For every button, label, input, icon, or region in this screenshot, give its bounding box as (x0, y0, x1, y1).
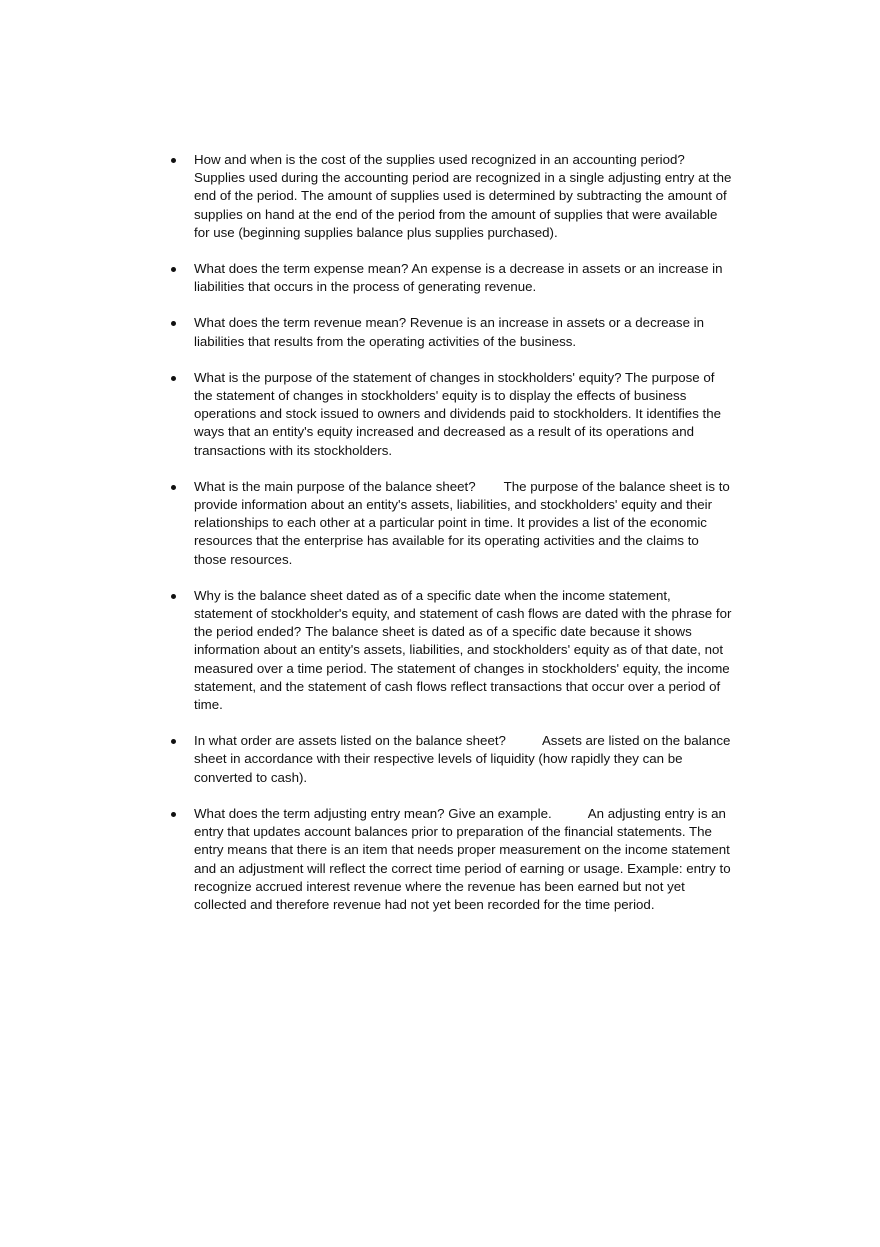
answer-text: An adjusting entry is an entry that updates account balances prior to preparation of the financial statements. The entry means that there is an item that needs proper measurement on the income statement and an adjustment will reflect the correct time period of earning or usage. Example: entry to recognize accrued interest revenue where the revenue has been earned but not yet collected and therefore revenue had not yet been recorded for the time period. (194, 805, 731, 912)
bullet-icon (171, 812, 176, 817)
answer-text: The purpose of the statement of changes in stockholders' equity is to display the effects of business operations and stock issued to owners and dividends paid to stockholders. It identifies the ways that an entity's equity increased and decreased as a result of its operations and transactions with its stockholders. (194, 369, 722, 458)
list-item (166, 369, 732, 460)
bullet-icon (171, 267, 176, 272)
question-text: In what order are assets listed on the balance sheet? (194, 733, 506, 749)
bullet-icon (171, 594, 176, 599)
answer-text: Supplies used during the accounting period are recognized in a single adjusting entry at the end of the period. The amount of supplies used is determined by subtracting the amount of supplies on hand at the end of the period from the amount of supplies that were available for use (beginning supplies balance plus supplies purchased). (194, 170, 732, 240)
question-text: How and when is the cost of the supplies used recognized in an accounting period? (194, 152, 685, 167)
list-item (166, 314, 732, 350)
bullet-icon (171, 376, 176, 381)
bullet-icon (171, 321, 176, 326)
answer-text: Revenue is an increase in assets or a decrease in liabilities that results from the operating activities of the business. (194, 315, 705, 349)
list-item (166, 587, 732, 714)
list-item (166, 151, 732, 242)
question-answer-list (166, 151, 732, 932)
list-item (166, 260, 732, 296)
question-text: Why is the balance sheet dated as of a specific date when the income statement, statement of stockholder's equity, and statement of cash flows are dated with the phrase for the period ended? (194, 587, 732, 640)
bullet-icon (171, 739, 176, 744)
answer-text: The purpose of the balance sheet is to provide information about an entity's assets, liabilities, and stockholders' equity and their relationships to each other at a particular point in time. It provides a list of the economic resources that the enterprise has available for its operating activities and the claims to those resources. (194, 478, 730, 567)
answer-text: Assets are listed on the balance sheet in accordance with their respective levels of liquidity (how rapidly they can be converted to cash). (194, 733, 731, 785)
list-item (166, 478, 732, 569)
list-item (166, 805, 732, 914)
question-text: What does the term expense mean? (194, 261, 409, 277)
question-text: What does the term revenue mean? (194, 315, 407, 331)
list-item (166, 732, 732, 787)
answer-text: An expense is a decrease in assets or an increase in liabilities that occurs in the process of generating revenue. (194, 261, 723, 295)
bullet-icon (171, 158, 176, 163)
question-text: What does the term adjusting entry mean? Give an example. (194, 805, 552, 821)
answer-text: The balance sheet is dated as of a specific date because it shows information about an entity's assets, liabilities, and stockholders' equity as of that date, not measured over a time period. The statement of changes in stockholders' equity, the income statement, and the statement of cash flows reflect transactions that occur over a period of time. (194, 624, 730, 713)
bullet-icon (171, 485, 176, 490)
question-text: What is the main purpose of the balance sheet? (194, 478, 476, 494)
question-text: What is the purpose of the statement of changes in stockholders' equity? (194, 369, 622, 385)
